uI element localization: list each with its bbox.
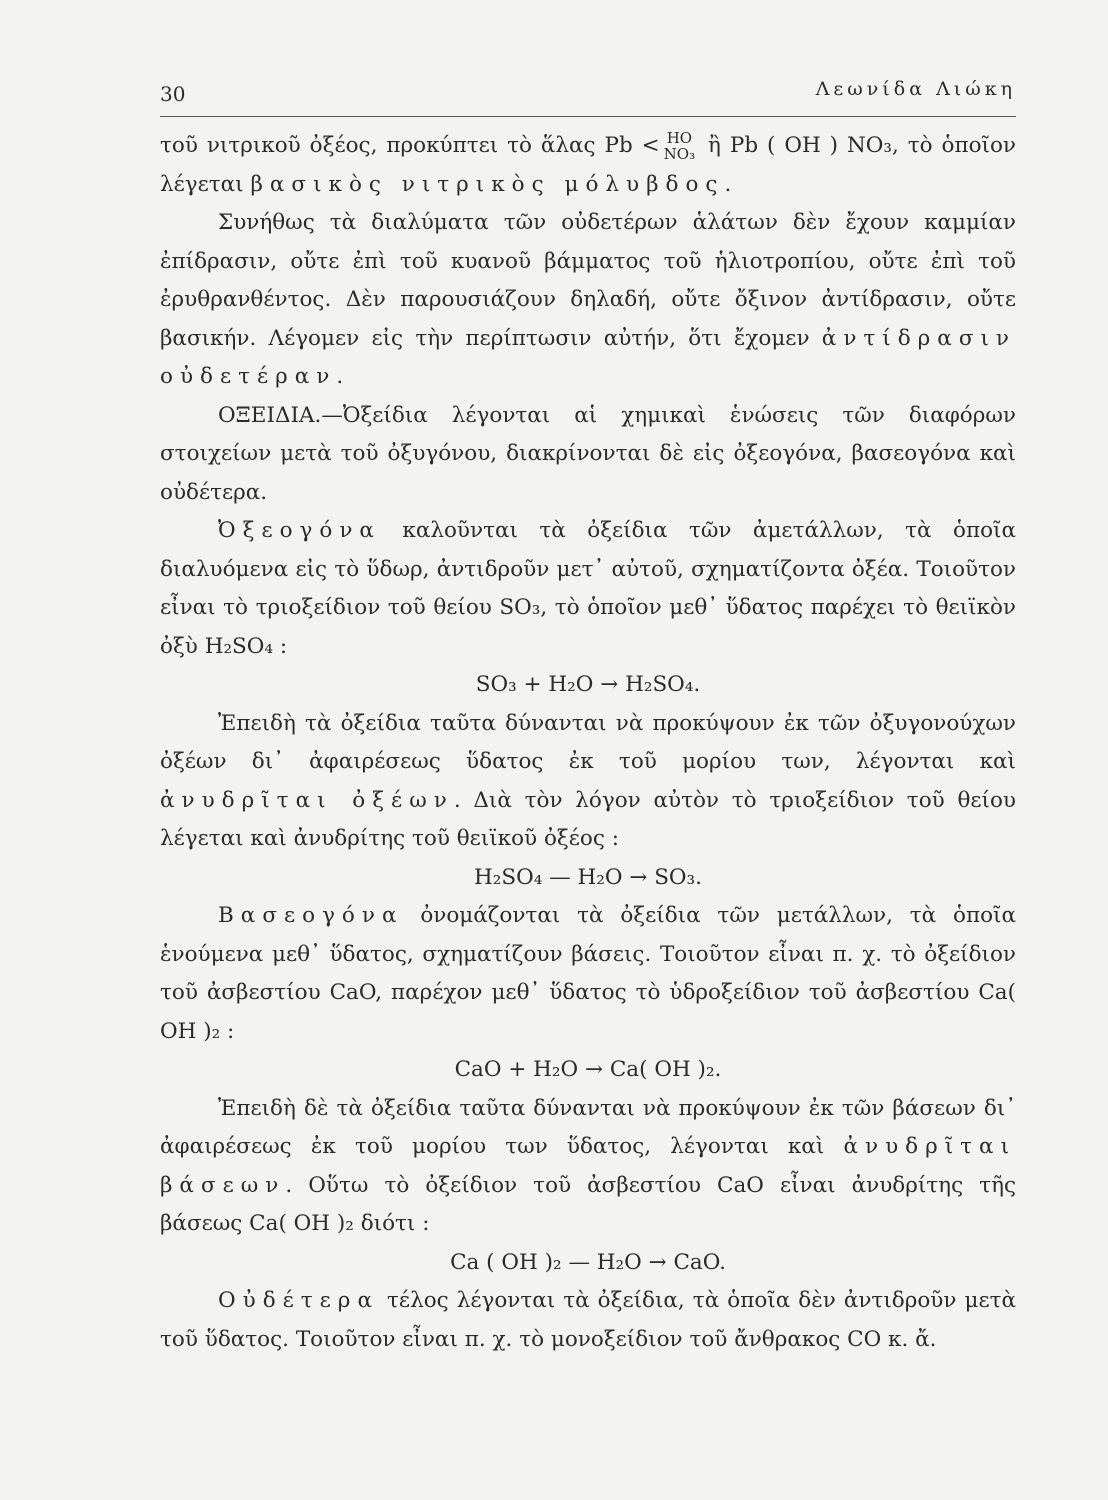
spaced-term: ἀντίδρασιν οὐδετέραν <box>160 325 1016 389</box>
spaced-term: ἀνυδρῖται ὀξέων <box>160 787 454 813</box>
paragraph-basic-oxides <box>160 897 1016 1051</box>
paragraph-lead-salt <box>160 127 1016 204</box>
equation-1: SO₃ + H₂O → H₂SO₄. <box>475 672 701 697</box>
section-heading: ΟΞΕΙΔΙΑ.— <box>218 402 343 428</box>
spaced-term: ἀνυδρῖται βάσεων <box>160 1134 1016 1198</box>
text-span: Ὀξείδια λέγονται αἱ χημικαὶ ἑνώσεις τῶν διαφόρων στοιχείων μετὰ τοῦ ὀξυγόνου, διακρίνονται δὲ εἰς ὀξεογόνα, βασεογόνα καὶ οὐδέτερα. <box>160 402 1016 505</box>
text-span: Ἐπειδὴ τὰ ὀξείδια ταῦτα δύνανται νὰ προκύψουν ἐκ τῶν ὀξυγονούχων ὀξέων δι᾿ ἀφαιρέσεως ὕδατος ἐκ τοῦ μορίου των, λέγονται καὶ <box>160 710 1016 774</box>
text-span: . Διὰ τὸν λόγον αὐτὸν τὸ τριοξείδιον τοῦ θείου λέγεται καὶ ἀνυδρίτης τοῦ θειϊκοῦ ὀξέος : <box>160 787 1016 851</box>
equation-3: CaO + H₂O → Ca( OH )₂. <box>454 1057 722 1082</box>
page-header <box>160 78 1016 117</box>
paragraph-acid-anhydrides <box>160 705 1016 859</box>
punctuation: . <box>724 171 732 197</box>
less-than-sign: < <box>641 133 660 158</box>
spaced-term: βασικὸς νιτρικὸς μόλυβδος <box>250 171 725 197</box>
paragraph-neutral-oxides <box>160 1282 1016 1359</box>
fraction-top: HO <box>666 129 693 147</box>
running-title: Λεωνίδα Λιώκη <box>815 78 1016 100</box>
formula-fraction <box>664 130 695 162</box>
fraction-bottom: NO₃ <box>663 145 696 163</box>
text-span: τέλος λέγονται τὰ ὀξείδια, τὰ ὁποῖα δὲν ἀντιδροῦν μετὰ τοῦ ὕδατος. Τοιοῦτον εἶναι π. χ. τὸ μονοξείδιον τοῦ ἄνθρακος CO κ. ἄ. <box>160 1288 1016 1352</box>
page-body <box>160 127 1016 1359</box>
text-span: τοῦ νιτρικοῦ ὀξέος, προκύπτει τὸ ἅλας Pb <box>160 133 633 158</box>
spaced-term: Βασεογόνα <box>218 903 404 928</box>
text-span: . Οὕτω τὸ ὀξείδιον τοῦ ἀσβεστίου CaO εἶναι ἀνυδρίτης τῆς βάσεως Ca( OH )₂ διότι : <box>160 1172 1016 1236</box>
paragraph-base-anhydrides <box>160 1090 1016 1244</box>
paragraph-neutral-salts <box>160 204 1016 397</box>
text-span: καλοῦνται τὰ ὀξείδια τῶν ἀμετάλλων, τὰ ὁποῖα διαλυόμενα εἰς τὸ ὕδωρ, ἀντιδροῦν μετ᾿ αὐτοῦ, σχηματίζοντα ὀξέα. Τοιοῦτον εἶναι τὸ τριοξείδιον τοῦ θείου SO₃, τὸ ὁποῖον μεθ᾿ ὕδατος παρέχει τὸ θειϊκὸν ὀξὺ H₂SO₄ : <box>160 518 1016 659</box>
punctuation: . <box>336 364 344 389</box>
equation-2: H₂SO₄ — H₂O → SO₃. <box>474 864 702 890</box>
spaced-term: Ὀξεογόνα <box>218 518 381 543</box>
page-number: 30 <box>160 82 186 106</box>
text-span: Ἐπειδὴ δὲ τὰ ὀξείδια ταῦτα δύνανται νὰ προκύψουν ἐκ τῶν βάσεων δι᾿ ἀφαιρέσεως ἐκ τοῦ μορίου των ὕδατος, λέγονται καὶ <box>160 1095 1016 1159</box>
equation-4: Ca ( OH )₂ — H₂O → CaO. <box>450 1249 726 1275</box>
text-span: ὀνομάζονται τὰ ὀξείδια τῶν μετάλλων, τὰ ὁποῖα ἑνούμενα μεθ᾿ ὕδατος, σχηματίζουν βάσεις. Τοιοῦτον εἶναι π. χ. τὸ ὀξείδιον τοῦ ἀσβεστίου CaO, παρέχον μεθ᾿ ὕδατος τὸ ὑδροξείδιον τοῦ ἀσβεστίου Ca( OH )₂ : <box>160 903 1017 1044</box>
text-span: ἢ Pb ( OH ) NO₃, τὸ ὁποῖον λέγεται <box>160 133 1016 197</box>
paragraph-acidic-oxides <box>160 512 1016 666</box>
spaced-term: Οὐδέτερα <box>218 1288 379 1313</box>
paragraph-oxides-definition <box>160 397 1016 513</box>
text-span: Συνήθως τὰ διαλύματα τῶν οὐδετέρων ἁλάτων δὲν ἔχουν καμμίαν ἐπίδρασιν, οὔτε ἐπὶ τοῦ κυανοῦ βάμματος τοῦ ἡλιοτροπίου, οὔτε ἐπὶ τοῦ ἐρυθρανθέντος. Δὲν παρουσιάζουν δηλαδή, οὔτε ὄξινον ἀντίδρασιν, οὔτε βασικήν. Λέγομεν εἰς τὴν περίπτωσιν αὐτήν, ὅτι ἔχομεν <box>160 210 1016 351</box>
